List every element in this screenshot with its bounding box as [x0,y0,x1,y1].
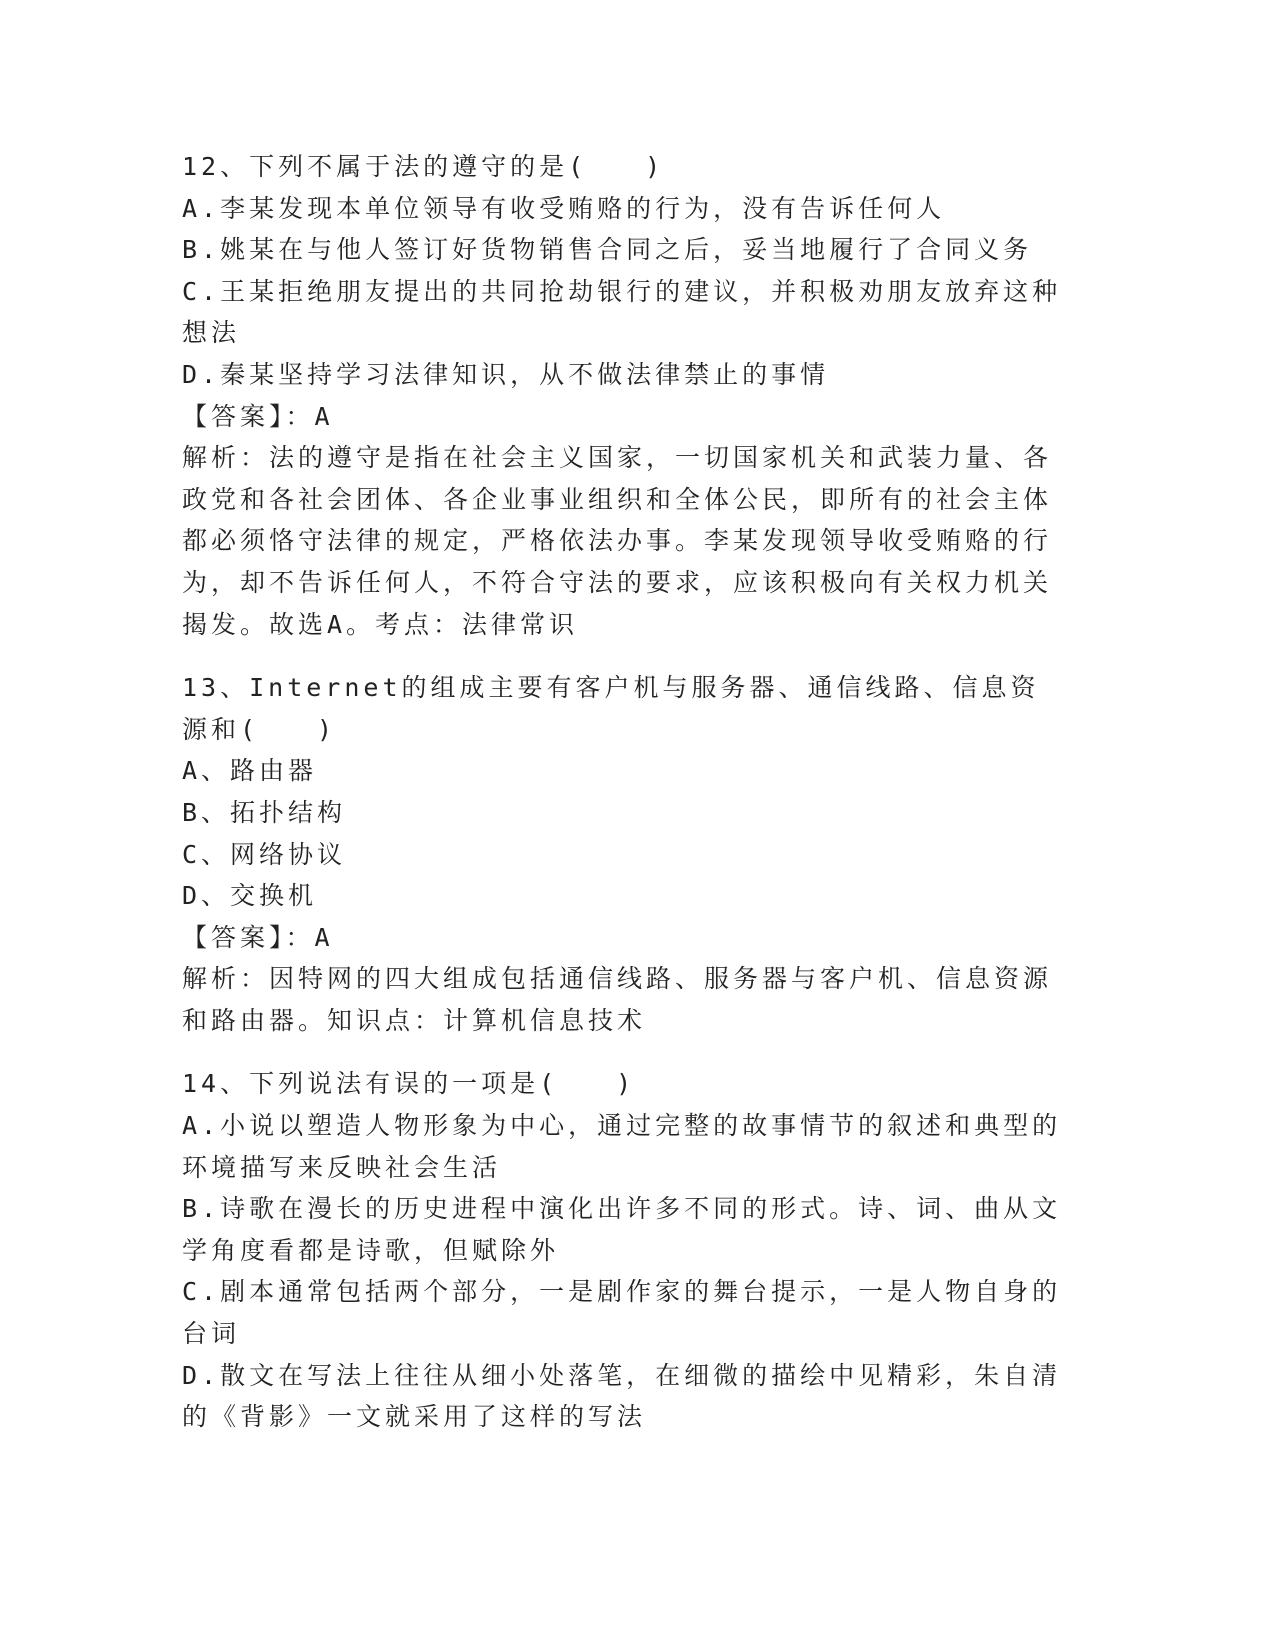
option-a: A、路由器 [182,756,318,786]
question-14 [182,1063,1062,1437]
option-d: D、交换机 [182,881,318,911]
question-12 [182,146,1062,645]
option-a: A.小说以塑造人物形象为中心，通过完整的故事情节的叙述和典型的环境描写来反映社会生活 [182,1111,1062,1182]
answer-label: 【答案】：A [182,922,334,952]
analysis-text: 解析：因特网的四大组成包括通信线路、服务器与客户机、信息资源和路由器。知识点：计算机信息技术 [182,964,1053,1035]
option-a: A.李某发现本单位领导有收受贿赂的行为，没有告诉任何人 [182,193,946,223]
option-c: C.王某拒绝朋友提出的共同抢劫银行的建议，并积极劝朋友放弃这种想法 [182,276,1062,348]
answer-label: 【答案】：A [182,401,334,431]
question-stem: 12、下列不属于法的遵守的是( ) [182,152,665,181]
question-stem: 13、Internet的组成主要有客户机与服务器、通信线路、信息资源和( ) [182,673,1040,744]
option-b: B、拓扑结构 [182,797,347,827]
option-b: B.诗歌在漫长的历史进程中演化出许多不同的形式。诗、词、曲从文学角度看都是诗歌，但赋除外 [182,1194,1062,1265]
analysis-text: 解析：法的遵守是指在社会主义国家，一切国家机关和武装力量、各政党和各社会团体、各企业事业组织和全体公民，即所有的社会主体都必须恪守法律的规定，严格依法办事。李某发现领导收受贿赂的行为，却不告诉任何人，不符合守法的要求，应该积极向有关权力机关揭发。故选A。考点：法律常识 [182,443,1053,639]
option-c: C.剧本通常包括两个部分，一是剧作家的舞台提示，一是人物自身的台词 [182,1277,1062,1349]
document-page [182,146,1062,1438]
option-d: D.散文在写法上往往从细小处落笔，在细微的描绘中见精彩，朱自清的《背影》一文就采用了这样的写法 [182,1360,1062,1432]
option-d: D.秦某坚持学习法律知识，从不做法律禁止的事情 [182,359,830,389]
option-c: C、网络协议 [182,839,347,869]
option-b: B.姚某在与他人签订好货物销售合同之后，妥当地履行了合同义务 [182,235,1033,265]
question-stem: 14、下列说法有误的一项是( ) [182,1069,636,1099]
question-13 [182,667,1062,1041]
